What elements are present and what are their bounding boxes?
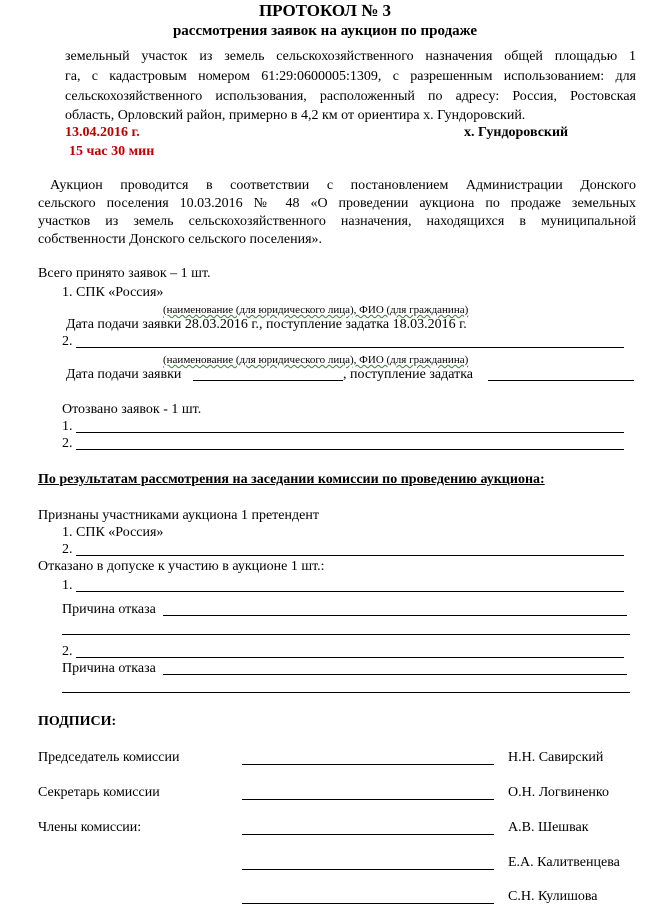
withdrawn-count: Отозвано заявок - 1 шт. [62,402,202,417]
protocol-place: х. Гундоровский [464,125,569,140]
signature-name-member-1: А.В. Шешвак [508,820,589,835]
document-title: ПРОТОКОЛ № 3 [258,1,392,20]
signature-role-members: Члены комиссии: [38,820,142,835]
lot-line-3: сельскохозяйственного использования, расположенный по адресу: Россия, Ростовская [65,89,636,104]
refused-1-reason-blank [163,615,627,616]
protocol-date: 13.04.2016 г. [65,125,140,140]
application-1-dates: Дата подачи заявки 28.03.2016 г., поступление задатка 18.03.2016 г. [66,317,467,332]
refused-1-number: 1. [62,578,73,593]
application-2-date-label: Дата подачи заявки [66,367,182,382]
signature-line-member-1 [242,834,494,835]
refused-1-reason-label: Причина отказа [62,602,156,617]
protocol-time: 15 час 30 мин [69,144,155,159]
application-2-deposit-label: , поступление задатка [343,367,474,382]
refused-2-blank [76,657,624,658]
signature-line-member-3 [242,903,494,904]
application-2-date-blank [193,380,343,381]
refused-count: Отказано в допуске к участию в аукционе 1 шт.: [38,559,325,574]
application-1-name: 1. СПК «Россия» [62,285,164,300]
intro-line-1: Аукцион проводится в соответствии с постановлением Администрации Донского [50,178,636,193]
admitted-1: 1. СПК «Россия» [62,525,164,540]
signature-name-member-2: Е.А. Калитвенцева [508,855,620,870]
signature-line-secretary [242,799,494,800]
signature-role-chair: Председатель комиссии [38,750,180,765]
refused-1-blank [76,591,624,592]
document-subtitle: рассмотрения заявок на аукцион по продаже [172,23,478,39]
applications-total: Всего принято заявок – 1 шт. [38,266,211,281]
withdrawn-2-blank [76,449,624,450]
refused-1-reason-blank-2 [62,634,630,635]
refused-2-reason-blank-2 [62,692,630,693]
refused-2-reason-blank [163,674,627,675]
withdrawn-1-number: 1. [62,419,73,434]
withdrawn-2-number: 2. [62,436,73,451]
refused-2-reason-label: Причина отказа [62,661,156,676]
signatures-heading: ПОДПИСИ: [38,714,117,729]
admitted-count: Признаны участниками аукциона 1 претендент [38,508,319,523]
signature-name-secretary: О.Н. Логвиненко [508,785,610,800]
application-2-number: 2. [62,334,73,349]
admitted-2-number: 2. [62,542,73,557]
results-heading: По результатам рассмотрения на заседании комиссии по проведению аукциона: [38,472,545,487]
signature-name-member-3: С.Н. Кулишова [508,889,598,904]
intro-line-2-text: сельского поселения 10.03.2016 № 48 «О проведении аукциона по продаже земельных [38,196,636,211]
admitted-2-blank [76,555,624,556]
signature-line-member-2 [242,869,494,870]
refused-2-number: 2. [62,644,73,659]
signature-line-chair [242,764,494,765]
application-1-caption: (наименование (для юридического лица), ФИО (для гражданина) [163,304,469,316]
intro-line-3: участков из земель сельскохозяйственного назначения, находящихся в муниципальной [38,214,636,229]
lot-line-2: га, с кадастровым номером 61:29:0600005:1309, с разрешенным использованием: для [65,69,636,84]
lot-line-1: земельный участок из земель сельскохозяйственного назначения общей площадью 1 [65,49,636,64]
withdrawn-1-blank [76,432,624,433]
intro-line-4: собственности Донского сельского поселения». [38,232,323,247]
intro-line-2 [38,195,636,213]
application-2-deposit-blank [488,380,634,381]
signature-role-secretary: Секретарь комиссии [38,785,160,800]
application-2-caption: (наименование (для юридического лица), ФИО (для гражданина) [163,354,469,366]
lot-line-4: область, Орловский район, примерно в 4,2 км от ориентира х. Гундоровский. [65,108,526,123]
signature-name-chair: Н.Н. Савирский [508,750,604,765]
application-2-blank [76,347,624,348]
